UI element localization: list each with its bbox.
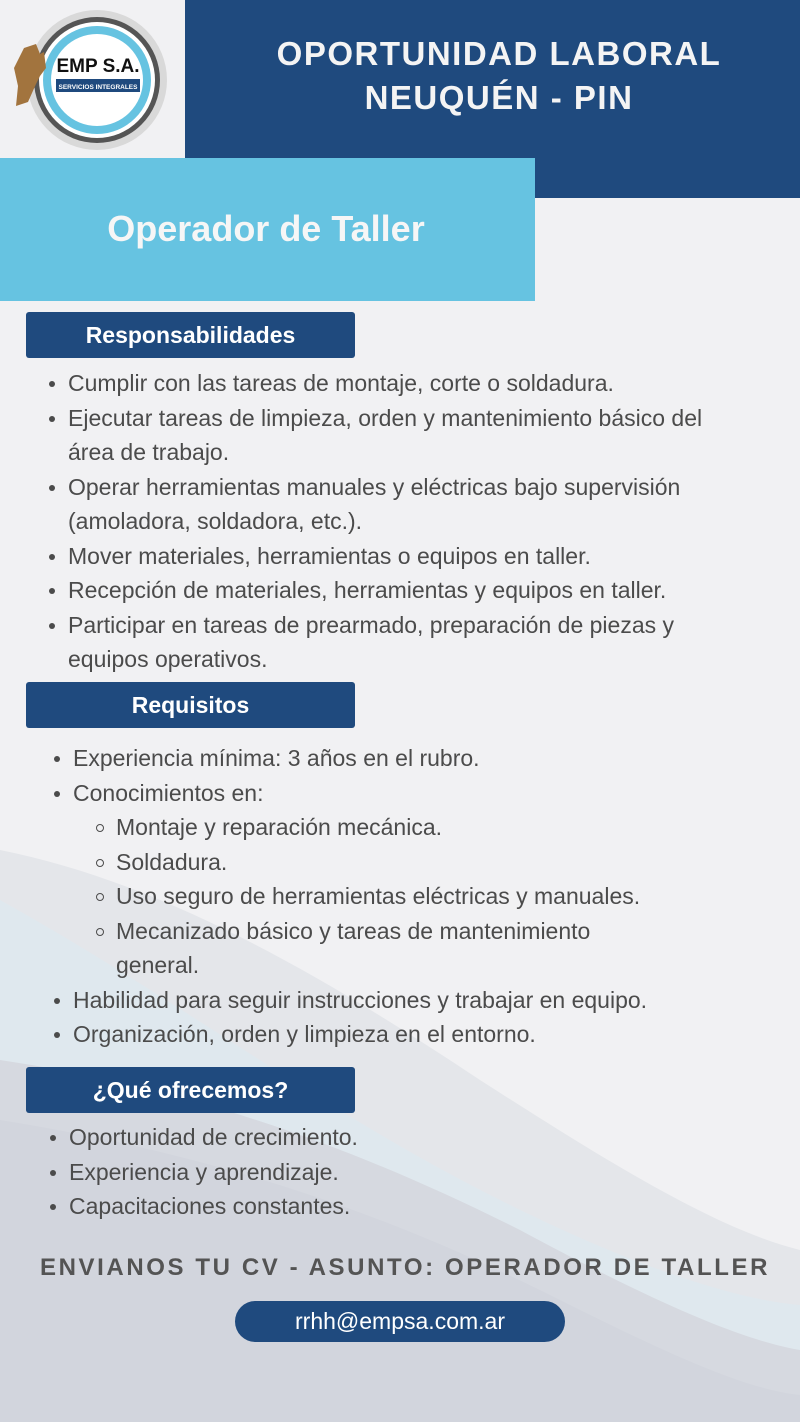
list-item — [31, 776, 751, 983]
empsa-logo-icon — [10, 6, 170, 156]
list-item: Operar herramientas manuales y eléctricas bajo supervisión (amoladora, soldadora, etc.). — [26, 470, 746, 539]
requirements-list — [31, 741, 751, 1052]
sublist-item: Uso seguro de herramientas eléctricas y manuales. — [73, 879, 751, 914]
company-logo — [0, 0, 185, 158]
offer-heading: ¿Qué ofrecemos? — [26, 1067, 355, 1113]
email-link[interactable]: rrhh@empsa.com.ar — [235, 1301, 565, 1342]
sublist-item: Montaje y reparación mecánica. — [73, 810, 751, 845]
svg-text:SERVICIOS INTEGRALES: SERVICIOS INTEGRALES — [58, 84, 138, 91]
knowledge-sublist — [73, 810, 751, 983]
svg-text:EMP S.A.: EMP S.A. — [56, 56, 140, 77]
sublist-item: Mecanizado básico y tareas de mantenimiento general. — [73, 914, 751, 983]
list-item: Participar en tareas de prearmado, preparación de piezas y equipos operativos. — [26, 608, 746, 677]
cta-text: ENVIANOS TU CV - ASUNTO: OPERADOR DE TALLER — [39, 1254, 771, 1281]
list-item: Habilidad para seguir instrucciones y trabajar en equipo. — [31, 983, 751, 1018]
list-item: Organización, orden y limpieza en el entorno. — [31, 1017, 751, 1052]
list-item: Mover materiales, herramientas o equipos en taller. — [26, 539, 746, 574]
requirements-heading: Requisitos — [26, 682, 355, 728]
list-item: Recepción de materiales, herramientas y equipos en taller. — [26, 573, 746, 608]
list-item: Cumplir con las tareas de montaje, corte o soldadura. — [26, 366, 746, 401]
list-item: Experiencia y aprendizaje. — [27, 1155, 747, 1190]
responsibilities-list — [26, 366, 746, 677]
header-line-1: OPORTUNIDAD LABORAL — [276, 35, 722, 72]
list-item: Ejecutar tareas de limpieza, orden y mantenimiento básico del área de trabajo. — [26, 401, 746, 470]
page-title — [185, 32, 800, 120]
job-title: Operador de Taller — [107, 208, 425, 249]
offer-list — [27, 1120, 747, 1224]
responsibilities-heading: Responsabilidades — [26, 312, 355, 358]
sublist-item: Soldadura. — [73, 845, 751, 880]
list-item-label: Conocimientos en: — [73, 779, 264, 806]
list-item: Capacitaciones constantes. — [27, 1189, 747, 1224]
list-item: Oportunidad de crecimiento. — [27, 1120, 747, 1155]
header-line-2: NEUQUÉN - PIN — [364, 79, 634, 116]
list-item: Experiencia mínima: 3 años en el rubro. — [31, 741, 751, 776]
